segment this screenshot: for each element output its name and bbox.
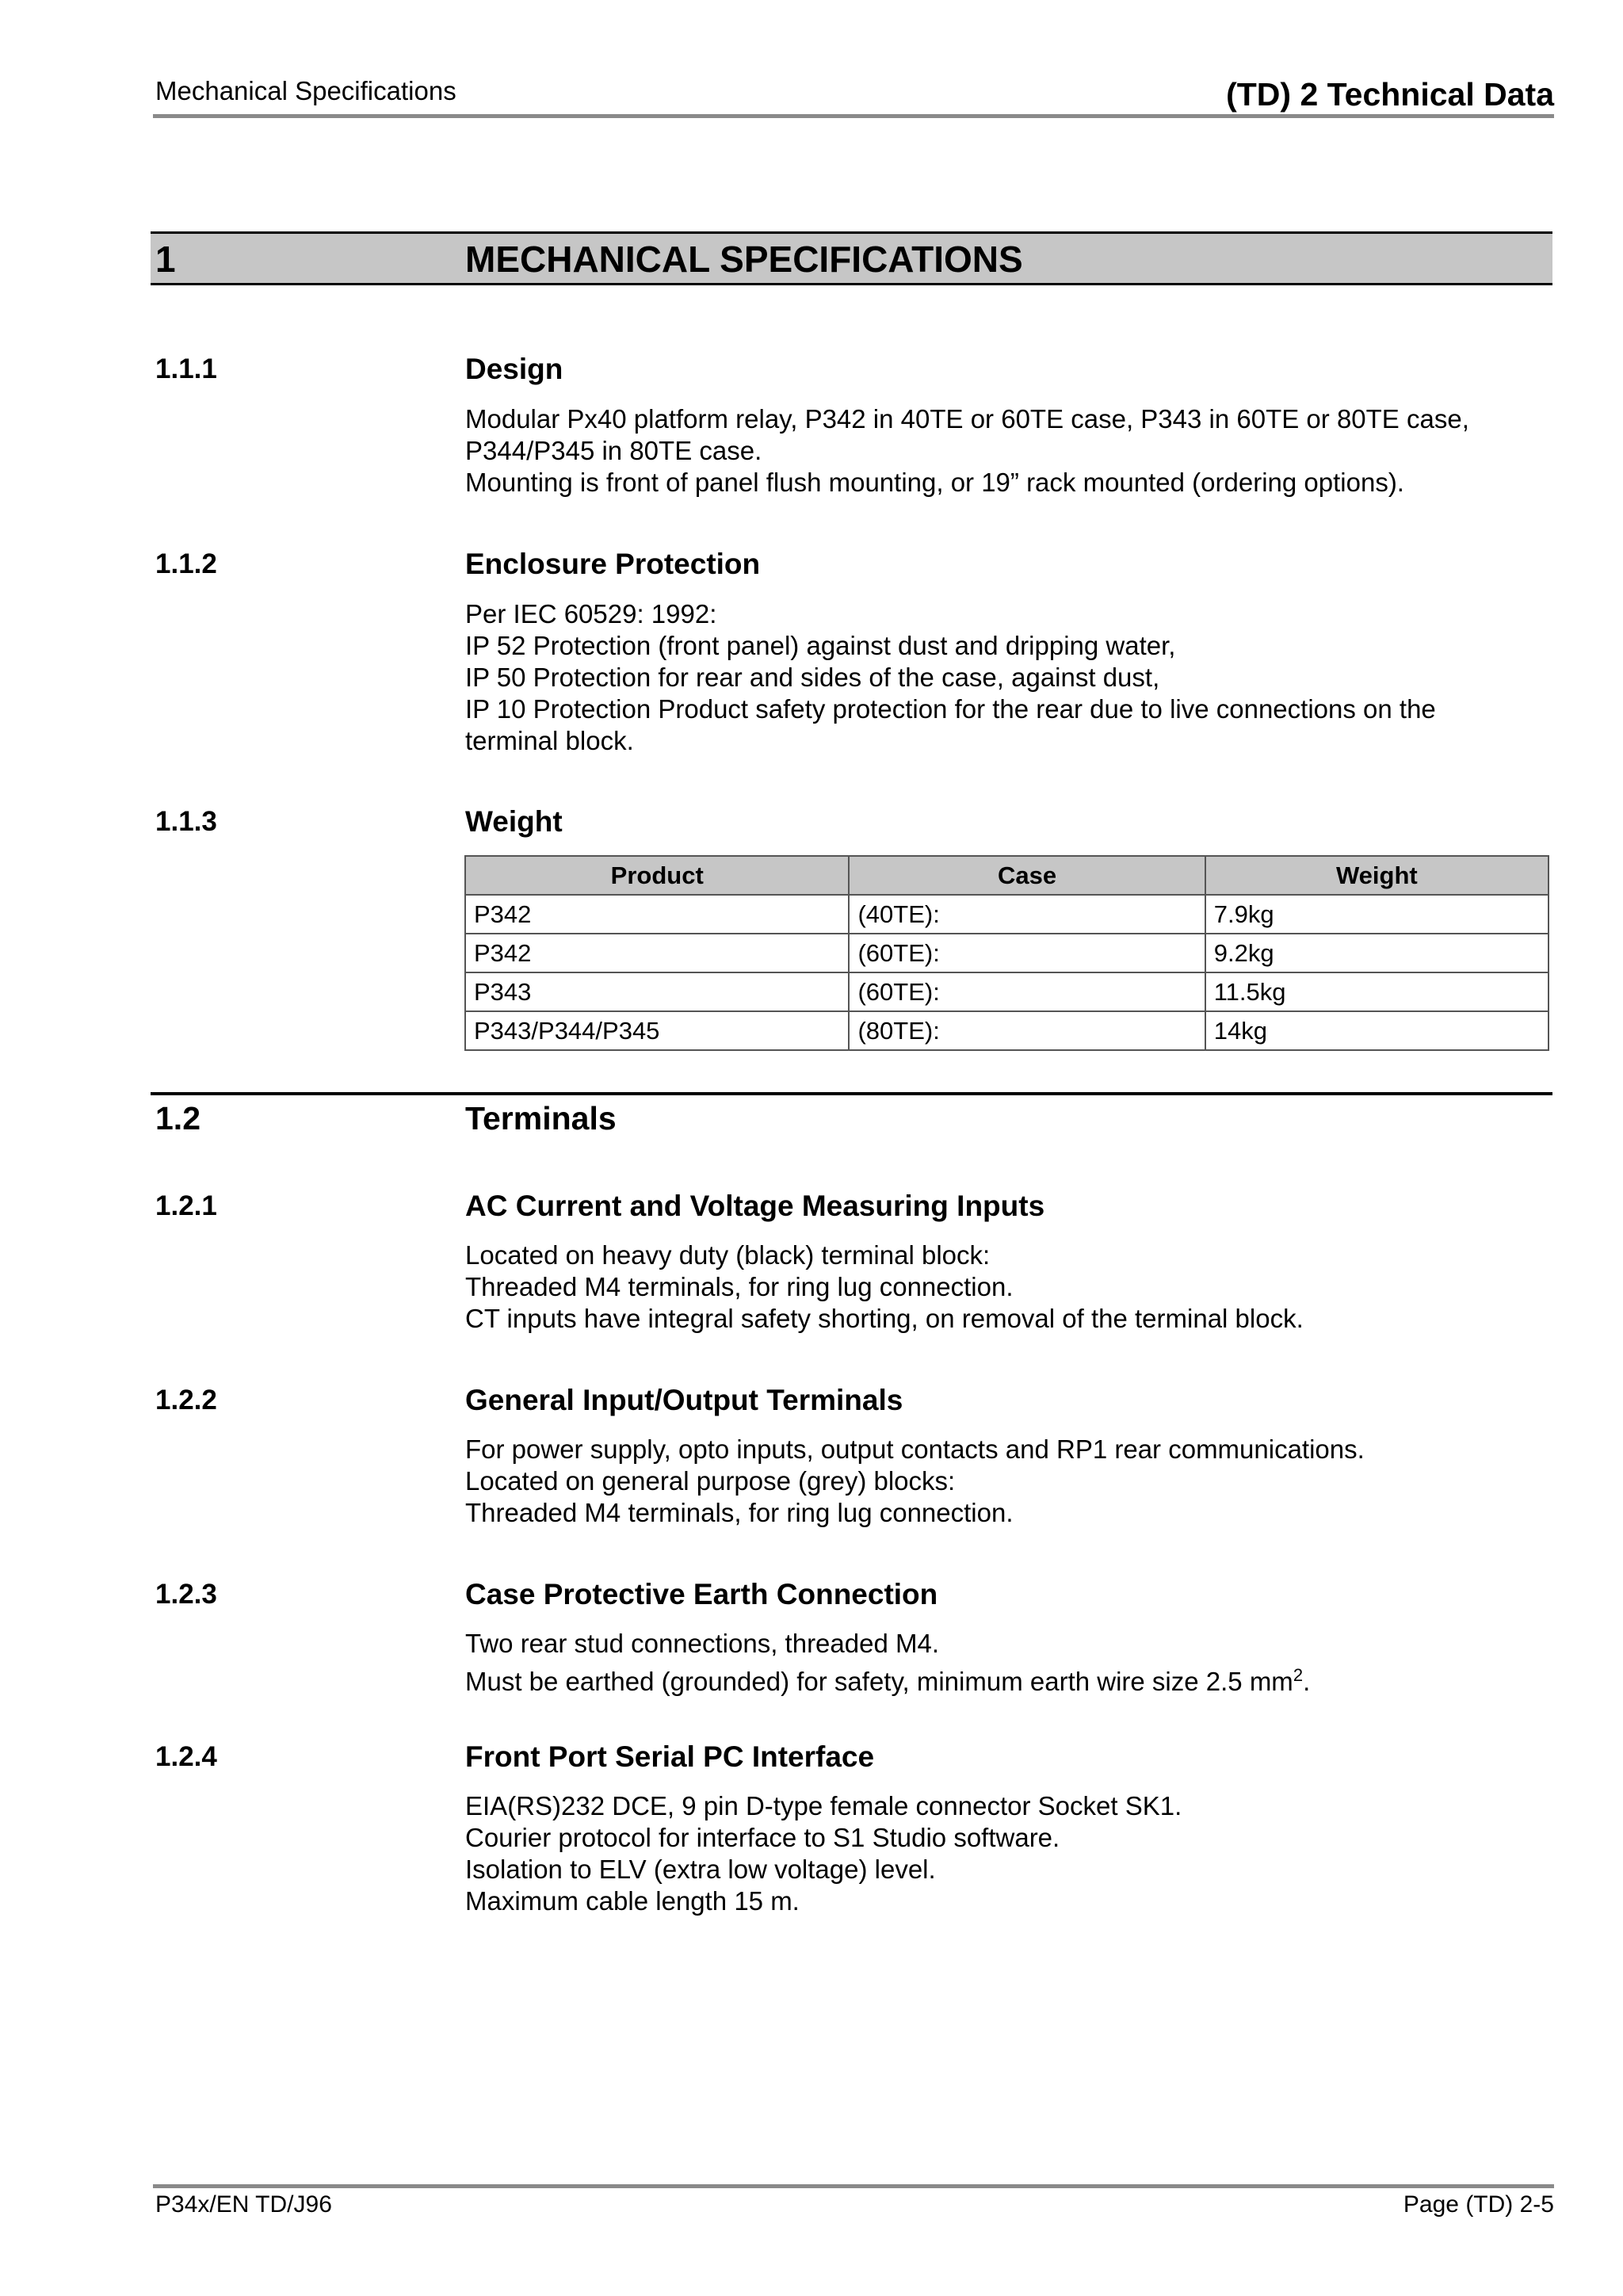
text-line: Located on heavy duty (black) terminal block:: [465, 1240, 991, 1270]
text-line: IP 52 Protection (front panel) against dust and dripping water,: [465, 631, 1176, 660]
subsection-title-enclosure: Enclosure Protection: [465, 548, 761, 580]
table-header-row: [465, 856, 1549, 895]
column-header-case: Case: [849, 856, 1205, 895]
subsection-number: 1.2.4: [155, 1741, 217, 1772]
enclosure-text: [465, 598, 1551, 757]
table-row: [465, 934, 1549, 972]
text-line: Threaded M4 terminals, for ring lug connection.: [465, 1272, 1014, 1301]
table-cell: (80TE):: [849, 1011, 1205, 1050]
column-header-weight: Weight: [1205, 856, 1549, 895]
text-line: Isolation to ELV (extra low voltage) level.: [465, 1855, 936, 1884]
table-row: [465, 972, 1549, 1011]
text-line: Courier protocol for interface to S1 Studio software.: [465, 1823, 1060, 1852]
subsection-number: 1.1.1: [155, 353, 217, 384]
table-cell: (60TE):: [849, 934, 1205, 972]
column-header-product: Product: [465, 856, 849, 895]
table-cell: P343: [465, 972, 849, 1011]
subsection-number: 1.2.1: [155, 1190, 217, 1221]
period: .: [1303, 1667, 1311, 1696]
header-divider: [153, 114, 1554, 118]
subsection-number: 1.1.3: [155, 806, 217, 837]
io-terminals-text: [465, 1434, 1551, 1529]
section-title-terminals: Terminals: [465, 1100, 617, 1137]
table-cell: 9.2kg: [1205, 934, 1549, 972]
subsection-number: 1.2.2: [155, 1385, 217, 1415]
serial-text: [465, 1790, 1551, 1917]
text-line: Per IEC 60529: 1992:: [465, 599, 717, 628]
text-line: Threaded M4 terminals, for ring lug connection.: [465, 1498, 1014, 1527]
text-line: IP 50 Protection for rear and sides of the case, against dust,: [465, 663, 1160, 692]
section-number: 1: [155, 239, 176, 280]
section-number: 1.2: [155, 1100, 200, 1137]
table-cell: 14kg: [1205, 1011, 1549, 1050]
superscript: 2: [1293, 1665, 1304, 1685]
text-line: Located on general purpose (grey) blocks:: [465, 1466, 956, 1496]
weight-table: [464, 855, 1549, 1051]
table-cell: P342: [465, 895, 849, 934]
table-cell: (40TE):: [849, 895, 1205, 934]
text-line: CT inputs have integral safety shorting, on removal of the terminal block.: [465, 1304, 1304, 1333]
footer-divider: [153, 2184, 1554, 2188]
table-cell: 7.9kg: [1205, 895, 1549, 934]
table-cell: (60TE):: [849, 972, 1205, 1011]
subsection-number: 1.1.2: [155, 548, 217, 579]
subsection-title-io-terminals: General Input/Output Terminals: [465, 1384, 903, 1416]
earth-text: [465, 1628, 1551, 1698]
section-divider: [151, 1092, 1552, 1095]
design-text: [465, 403, 1551, 499]
table-cell: P342: [465, 934, 849, 972]
footer-page-number: Page (TD) 2-5: [1403, 2191, 1554, 2218]
text-line: [465, 1660, 1551, 1698]
text-line: Maximum cable length 15 m.: [465, 1886, 800, 1916]
running-header-right: (TD) 2 Technical Data: [1226, 76, 1554, 113]
text-line: IP 10 Protection Product safety protection for the rear due to live connections on the: [465, 694, 1436, 724]
subsection-title-weight: Weight: [465, 805, 563, 838]
subsection-title-design: Design: [465, 353, 563, 385]
section-title: MECHANICAL SPECIFICATIONS: [465, 239, 1023, 280]
text-line: Modular Px40 platform relay, P342 in 40TE or 60TE case, P343 in 60TE or 80TE case,: [465, 404, 1469, 434]
text-line: terminal block.: [465, 726, 634, 755]
running-header-left: Mechanical Specifications: [155, 76, 456, 105]
table-row: [465, 895, 1549, 934]
table-cell: P343/P344/P345: [465, 1011, 849, 1050]
subsection-title-ac-inputs: AC Current and Voltage Measuring Inputs: [465, 1190, 1045, 1222]
footer-doc-id: P34x/EN TD/J96: [155, 2191, 332, 2218]
text-line: Two rear stud connections, threaded M4.: [465, 1629, 939, 1658]
text-line: Mounting is front of panel flush mounting, or 19” rack mounted (ordering options).: [465, 468, 1404, 497]
subsection-title-serial: Front Port Serial PC Interface: [465, 1740, 875, 1773]
ac-inputs-text: [465, 1240, 1551, 1335]
text-line: For power supply, opto inputs, output contacts and RP1 rear communications.: [465, 1435, 1365, 1464]
text-line: EIA(RS)232 DCE, 9 pin D-type female connector Socket SK1.: [465, 1791, 1182, 1820]
table-row: [465, 1011, 1549, 1050]
text-line: P344/P345 in 80TE case.: [465, 436, 762, 465]
table-cell: 11.5kg: [1205, 972, 1549, 1011]
subsection-title-earth: Case Protective Earth Connection: [465, 1578, 938, 1610]
earth-wire-text: Must be earthed (grounded) for safety, minimum earth wire size 2.5 mm: [465, 1667, 1293, 1696]
subsection-number: 1.2.3: [155, 1579, 217, 1610]
